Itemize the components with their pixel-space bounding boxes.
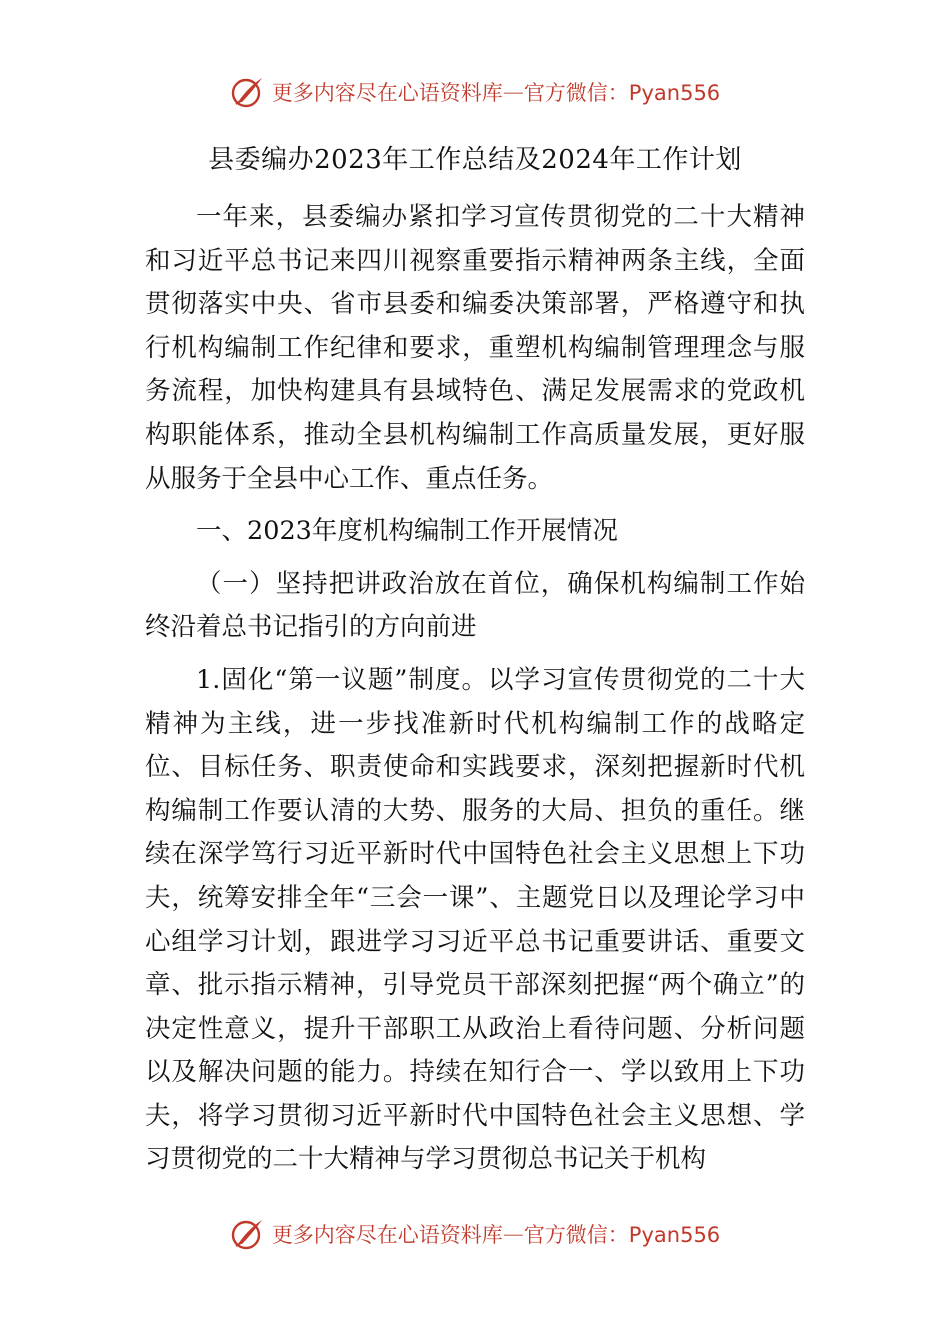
header-banner [0, 72, 950, 112]
banner-separator: — [502, 80, 524, 104]
quill-logo-icon [230, 1216, 266, 1252]
subsection-heading: （一）坚持把讲政治放在首位，确保机构编制工作始终沿着总书记指引的方向前进 [145, 568, 805, 643]
document-body [145, 196, 805, 1182]
intro-paragraph: 一年来，县委编办紧扣学习宣传贯彻党的二十大精神和习近平总书记来四川视察重要指示精神两条主线，全面贯彻落实中央、省市县委和编委决策部署，严格遵守和执行机构编制工作纪律和要求，重塑机构编制管理理念与服务流程，加快构建具有县域特色、满足发展需求的党政机构职能体系，推动全县机构编制工作高质量发展，更好服从服务于全县中心工作、重点任务。 [145, 202, 805, 494]
banner-contact: 官方微信：Pyan556 [523, 81, 721, 105]
quill-logo-icon [230, 74, 266, 110]
banner-text: 更多内容尽在心语资料库 [271, 1223, 503, 1247]
banner-contact: 官方微信：Pyan556 [523, 1223, 721, 1247]
banner-text: 更多内容尽在心语资料库 [271, 81, 503, 105]
banner-separator: — [502, 1222, 524, 1246]
footer-banner [0, 1214, 950, 1254]
section-heading: 一、2023年度机构编制工作开展情况 [196, 516, 618, 547]
document-title: 县委编办2023年工作总结及2024年工作计划 [208, 145, 742, 175]
item-paragraph: 1.固化“第一议题”制度。以学习宣传贯彻党的二十大精神为主线，进一步找准新时代机构编制工作的战略定位、目标任务、职责使命和实践要求，深刻把握新时代机构编制工作要认清的大势、服务的大局、担负的重任。继续在深学笃行习近平新时代中国特色社会主义思想上下功夫，统筹安排全年“三会一课”、主题党日以及理论学习中心组学习计划，跟进学习习近平总书记重要讲话、重要文章、批示指示精神，引导党员干部深刻把握“两个确立”的决定性意义，提升干部职工从政治上看待问题、分析问题以及解决问题的能力。持续在知行合一、学以致用上下功夫，将学习贯彻习近平新时代中国特色社会主义思想、学习贯彻党的二十大精神与学习贯彻总书记关于机构 [145, 664, 805, 1175]
